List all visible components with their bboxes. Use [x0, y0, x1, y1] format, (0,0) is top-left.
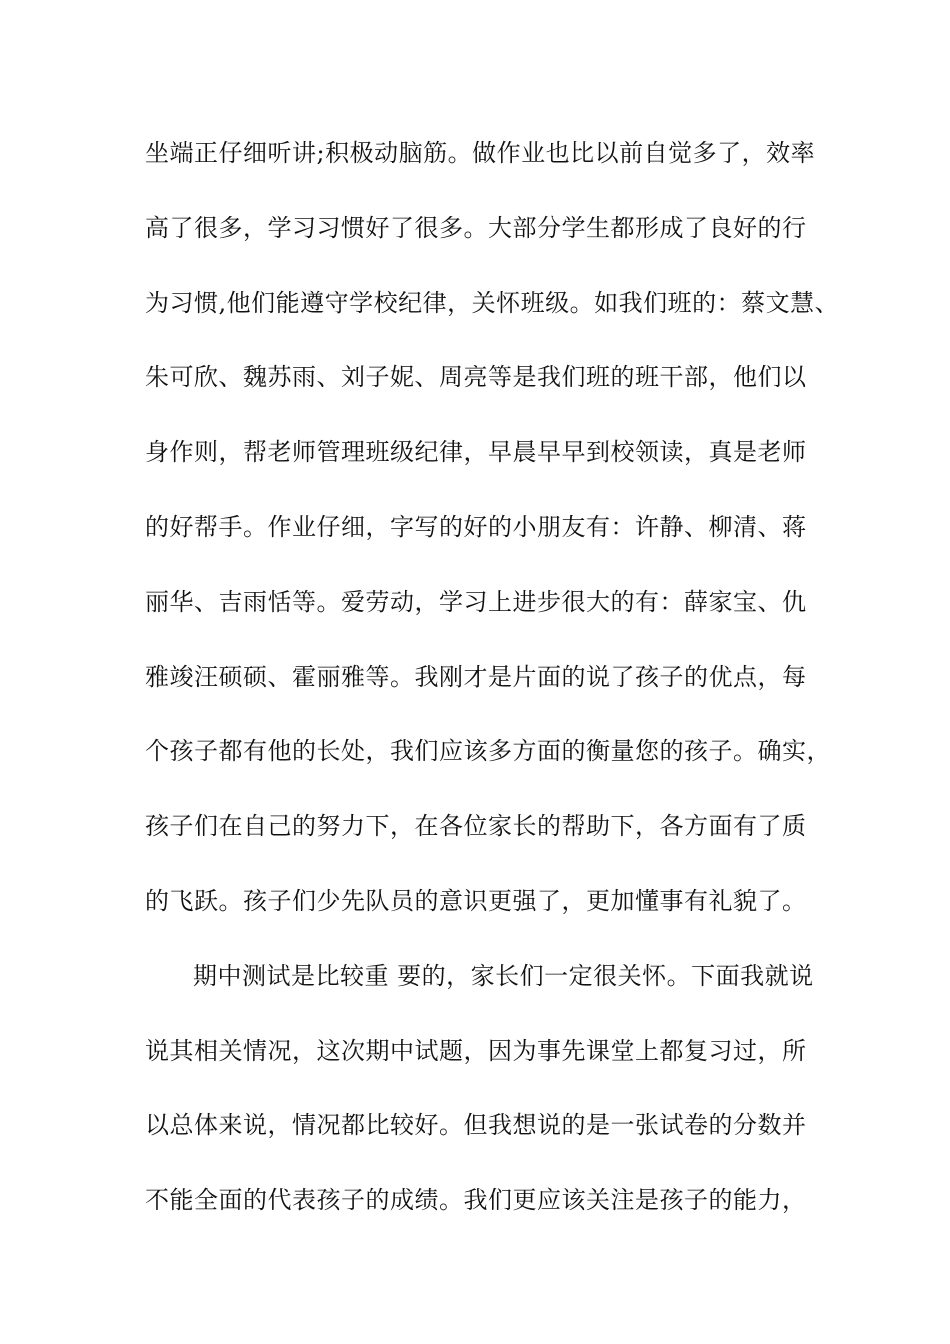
text-line: 雅竣汪硕硕、霍丽雅等。我刚才是片面的说了孩子的优点，每: [145, 662, 807, 691]
text-line: 丽华、吉雨恬等。爱劳动，学习上进步很大的有：薛家宝、仇: [145, 587, 807, 616]
text-line: 的好帮手。作业仔细，字写的好的小朋友有：许静、柳清、蒋: [145, 512, 807, 541]
text-line: 的飞跃。孩子们少先队员的意识更强了，更加懂事有礼貌了。: [145, 886, 807, 915]
paragraph-start-line: 期中测试是比较重 要的，家长们一定很关怀。下面我就说: [193, 961, 814, 990]
text-line: 朱可欣、魏苏雨、刘子妮、周亮等是我们班的班干部，他们以: [145, 363, 807, 392]
text-line: 坐端正仔细听讲;积极动脑筋。做作业也比以前自觉多了，效率: [145, 139, 816, 167]
text-line: 为习惯,他们能遵守学校纪律，关怀班级。如我们班的：蔡文慧、: [145, 288, 840, 317]
text-line: 孩子们在自己的努力下，在各位家长的帮助下，各方面有了质: [145, 812, 807, 841]
text-line: 说其相关情况，这次期中试题，因为事先课堂上都复习过，所: [145, 1036, 807, 1065]
body-text: [145, 134, 840, 1256]
text-line: 身作则，帮老师管理班级纪律，早晨早早到校领读，真是老师: [145, 438, 807, 467]
text-line: 以总体来说，情况都比较好。但我想说的是一张试卷的分数并: [145, 1111, 807, 1140]
text-line: 高了很多，学习习惯好了很多。大部分学生都形成了良好的行: [145, 213, 807, 242]
text-line: 不能全面的代表孩子的成绩。我们更应该关注是孩子的能力，: [145, 1186, 807, 1215]
text-line: 个孩子都有他的长处，我们应该多方面的衡量您的孩子。确实，: [145, 737, 831, 766]
